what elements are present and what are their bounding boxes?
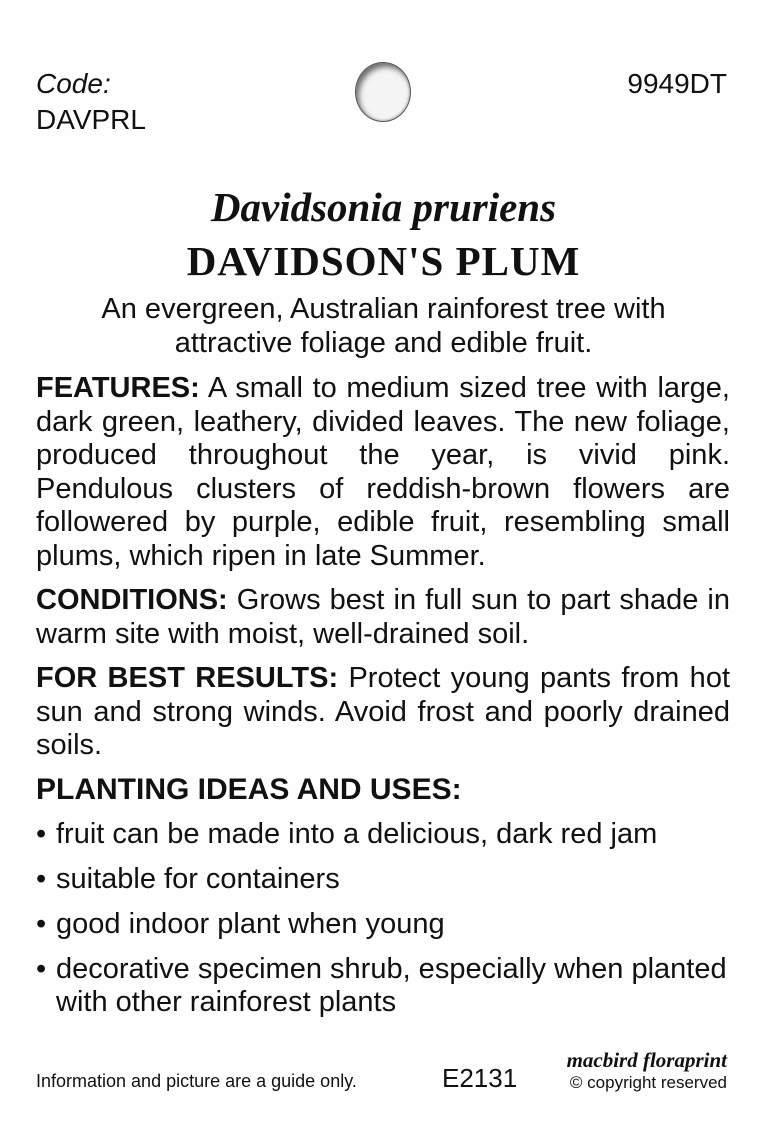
use-text: good indoor plant when young — [56, 908, 445, 940]
bullet-icon: • — [36, 953, 47, 985]
use-text: suitable for containers — [56, 863, 340, 895]
product-code: 9949DT — [627, 68, 727, 99]
code-label: Code: — [36, 68, 111, 99]
footer-disclaimer: Information and picture are a guide only. — [36, 1071, 357, 1091]
conditions-section — [36, 584, 730, 651]
list-item — [36, 908, 736, 941]
brand-logo: macbird floraprint — [566, 1048, 727, 1072]
code-block — [36, 66, 146, 138]
best-results-section — [36, 662, 730, 763]
conditions-heading: CONDITIONS: — [36, 584, 228, 616]
footer-code: E2131 — [442, 1063, 518, 1093]
conditions-text: Grows best in full sun to part shade in warm site with moist, well-drained soil. — [36, 584, 730, 650]
brand-block — [567, 1048, 727, 1094]
botanical-name: Davidsonia pruriens — [210, 184, 557, 230]
copyright-notice: © copyright reserved — [569, 1073, 727, 1092]
features-section — [36, 372, 730, 573]
intro-text: An evergreen, Australian rainforest tree with attractive foliage and edible fruit. — [101, 293, 666, 359]
list-item — [36, 863, 736, 896]
list-item — [36, 953, 736, 1019]
use-text: fruit can be made into a delicious, dark red jam — [56, 818, 658, 850]
features-text: A small to medium sized tree with large, dark green, leathery, divided leaves. The new foliage, produced throughout the year, is vivid pink. Pendulous clusters of reddish-brown flowers are followered by purple, edible fruit, resembling small plums, which ripen in late Summer. — [36, 372, 730, 572]
code-value: DAVPRL — [36, 104, 146, 135]
best-results-text: Protect young pants from hot sun and strong winds. Avoid frost and poorly drained soils. — [36, 662, 730, 761]
hang-hole — [355, 62, 411, 122]
bullet-icon: • — [36, 818, 47, 850]
common-name: DAVIDSON'S PLUM — [186, 238, 581, 284]
best-results-heading: FOR BEST RESULTS: — [36, 662, 339, 694]
bullet-icon: • — [36, 908, 47, 940]
use-text: decorative specimen shrub, especially when planted with other rainforest plants — [56, 953, 727, 1018]
uses-list — [36, 818, 736, 1031]
list-item — [36, 818, 736, 851]
bullet-icon: • — [36, 863, 47, 895]
features-heading: FEATURES: — [36, 372, 200, 404]
planting-heading: PLANTING IDEAS AND USES: — [36, 773, 462, 806]
